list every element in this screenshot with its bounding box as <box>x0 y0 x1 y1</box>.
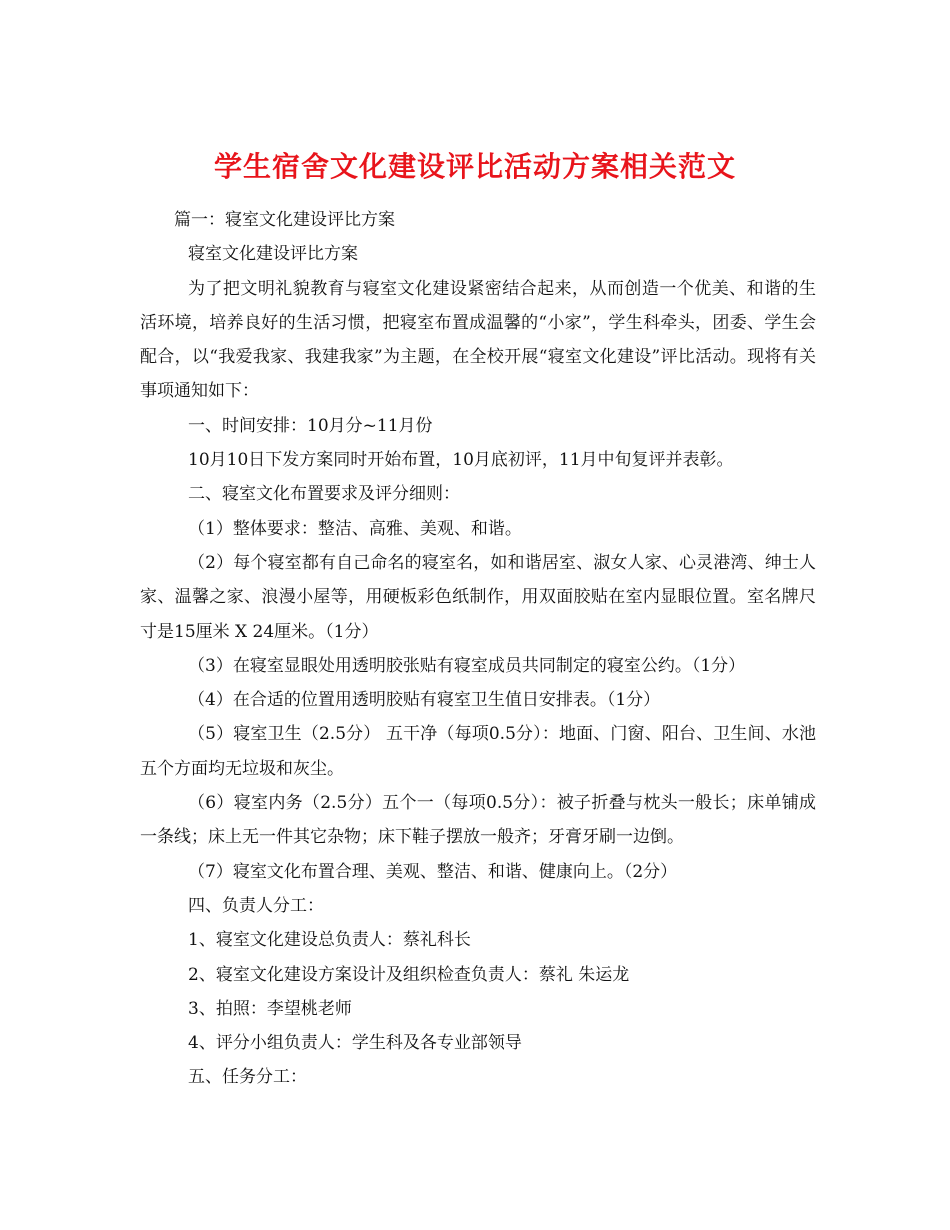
document-body <box>140 203 816 1095</box>
paragraph-item-1: （1）整体要求：整洁、高雅、美观、和谐。 <box>188 518 522 539</box>
document-title: 学生宿舍文化建设评比活动方案相关范文 <box>213 149 736 183</box>
paragraph-responsibility-1: 1、寝室文化建设总负责人：蔡礼科长 <box>188 930 471 951</box>
paragraph-intro: 为了把文明礼貌教育与寝室文化建设紧密结合起来，从而创造一个优美、和谐的生活环境，培养良好的生活习惯，把寝室布置成温馨的“小家”，学生科牵头，团委、学生会配合，以“我爱我家、我建我家”为主题，在全校开展“寝室文化建设”评比活动。现将有关事项通知如下： <box>140 278 816 402</box>
paragraph-responsibility-2: 2、寝室文化建设方案设计及组织检查负责人：蔡礼 朱运龙 <box>188 964 630 985</box>
paragraph-responsibility-3: 3、拍照：李望桃老师 <box>188 998 352 1019</box>
paragraph-item-4: （4）在合适的位置用透明胶贴有寝室卫生值日安排表。（1分） <box>188 690 661 711</box>
paragraph-item-6: （6）寝室内务（2.5分）五个一（每项0.5分）：被子折叠与枕头一般长；床单铺成一条线；床上无一件其它杂物；床下鞋子摆放一般齐；牙膏牙刷一边倒。 <box>140 793 816 848</box>
paragraph-time-heading: 一、时间安排：10月分~11月份 <box>188 415 433 436</box>
paragraph-item-5: （5）寝室卫生（2.5分） 五干净（每项0.5分）：地面、门窗、阳台、卫生间、水池五个方面均无垃圾和灰尘。 <box>140 724 816 779</box>
paragraph-tasks-heading: 五、任务分工： <box>188 1067 307 1088</box>
paragraph-responsibility-heading: 四、负责人分工： <box>188 895 324 916</box>
paragraph-requirements-heading: 二、寝室文化布置要求及评分细则： <box>188 484 460 505</box>
paragraph-time-detail: 10月10日下发方案同时开始布置，10月底初评，11月中旬复评并表彰。 <box>188 450 734 471</box>
paragraph-responsibility-4: 4、评分小组负责人：学生科及各专业部领导 <box>188 1033 522 1054</box>
paragraph-section-heading: 篇一：寝室文化建设评比方案 <box>174 210 395 230</box>
paragraph-item-7: （7）寝室文化布置合理、美观、整洁、和谐、健康向上。（2分） <box>188 861 678 882</box>
paragraph-item-3: （3）在寝室显眼处用透明胶张贴有寝室成员共同制定的寝室公约。（1分） <box>188 655 746 676</box>
paragraph-item-2: （2）每个寝室都有自己命名的寝室名，如和谐居室、淑女人家、心灵港湾、绅士人家、温馨之家、浪漫小屋等，用硬板彩色纸制作，用双面胶贴在室内显眼位置。室名牌尺寸是15厘米 X 24厘米。（1分） <box>140 552 816 642</box>
paragraph-subtitle: 寝室文化建设评比方案 <box>188 244 358 265</box>
